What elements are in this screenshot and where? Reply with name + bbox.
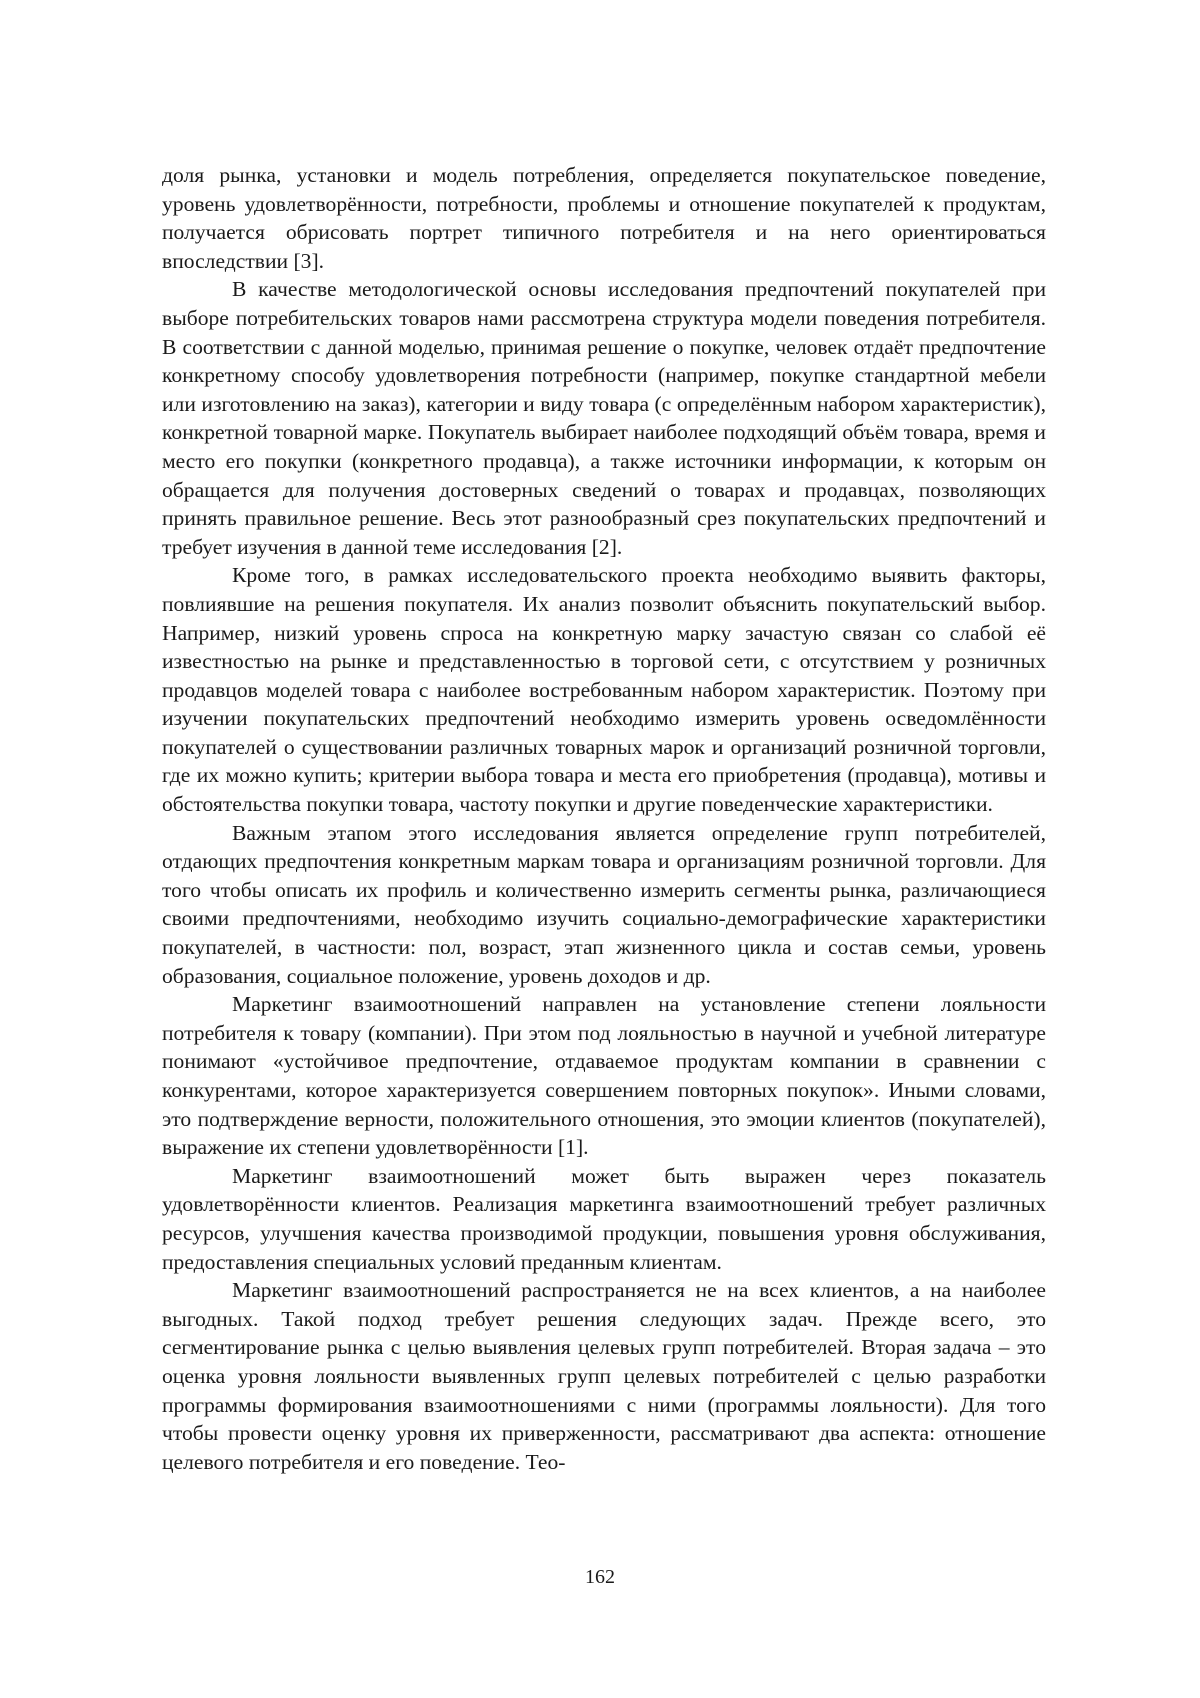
paragraph-2: В качестве методологической основы исследования предпочтений покупателей при выборе потребительских товаров нами рассмотрена структура модели поведения потребителя. В соответствии с данной моделью, принимая решение о покупке, человек отдаёт предпочтение конкретному способу удовлетворения потребности (например, покупке стандартной мебели или изготовлению на заказ), категории и виду товара (с определённым набором характеристик), конкретной товарной марке. Покупатель выбирает наиболее подходящий объём товара, время и место его покупки (конкретного продавца), а также источники информации, к которым он обращается для получения достоверных сведений о товарах и продавцах, позволяющих принять правильное решение. Весь этот разнообразный срез покупательских предпочтений и требует изучения в данной теме исследования [2].	[162, 275, 1046, 561]
paragraph-4: Важным этапом этого исследования является определение групп потребителей, отдающих предпочтения конкретным маркам товара и организациям розничной торговли. Для того чтобы описать их профиль и количественно измерить сегменты рынка, различающиеся своими предпочтениями, необходимо изучить социально-демографические характеристики покупателей, в частности: пол, возраст, этап жизненного цикла и состав семьи, уровень образования, социальное положение, уровень доходов и др.	[162, 819, 1046, 991]
paragraph-1: доля рынка, установки и модель потребления, определяется покупательское поведение, уровень удовлетворённости, потребности, проблемы и отношение покупателей к продуктам, получается обрисовать портрет типичного потребителя и на него ориентироваться впоследствии [3].	[162, 161, 1046, 275]
page-number: 162	[0, 1565, 1200, 1589]
document-page	[0, 0, 1200, 1698]
paragraph-6: Маркетинг взаимоотношений может быть выражен через показатель удовлетворённости клиентов. Реализация маркетинга взаимоотношений требует различных ресурсов, улучшения качества производимой продукции, повышения уровня обслуживания, предоставления специальных условий преданным клиентам.	[162, 1162, 1046, 1276]
paragraph-7: Маркетинг взаимоотношений распространяется не на всех клиентов, а на наиболее выгодных. Такой подход требует решения следующих задач. Прежде всего, это сегментирование рынка с целью выявления целевых групп потребителей. Вторая задача – это оценка уровня лояльности выявленных групп целевых потребителей с целью разработки программы формирования взаимоотношениями с ними (программы лояльности). Для того чтобы провести оценку уровня их приверженности, рассматривают два аспекта: отношение целевого потребителя и его поведение. Тео-	[162, 1276, 1046, 1476]
body-text	[162, 161, 1046, 1476]
paragraph-3: Кроме того, в рамках исследовательского проекта необходимо выявить факторы, повлиявшие на решения покупателя. Их анализ позволит объяснить покупательский выбор. Например, низкий уровень спроса на конкретную марку зачастую связан со слабой её известностью на рынке и представленностью в торговой сети, с отсутствием у розничных продавцов моделей товара с наиболее востребованным набором характеристик. Поэтому при изучении покупательских предпочтений необходимо измерить уровень осведомлённости покупателей о существовании различных товарных марок и организаций розничной торговли, где их можно купить; критерии выбора товара и места его приобретения (продавца), мотивы и обстоятельства покупки товара, частоту покупки и другие поведенческие характеристики.	[162, 561, 1046, 818]
paragraph-5: Маркетинг взаимоотношений направлен на установление степени лояльности потребителя к товару (компании). При этом под лояльностью в научной и учебной литературе понимают «устойчивое предпочтение, отдаваемое продуктам компании в сравнении с конкурентами, которое характеризуется совершением повторных покупок». Иными словами, это подтверждение верности, положительного отношения, это эмоции клиентов (покупателей), выражение их степени удовлетворённости [1].	[162, 990, 1046, 1162]
